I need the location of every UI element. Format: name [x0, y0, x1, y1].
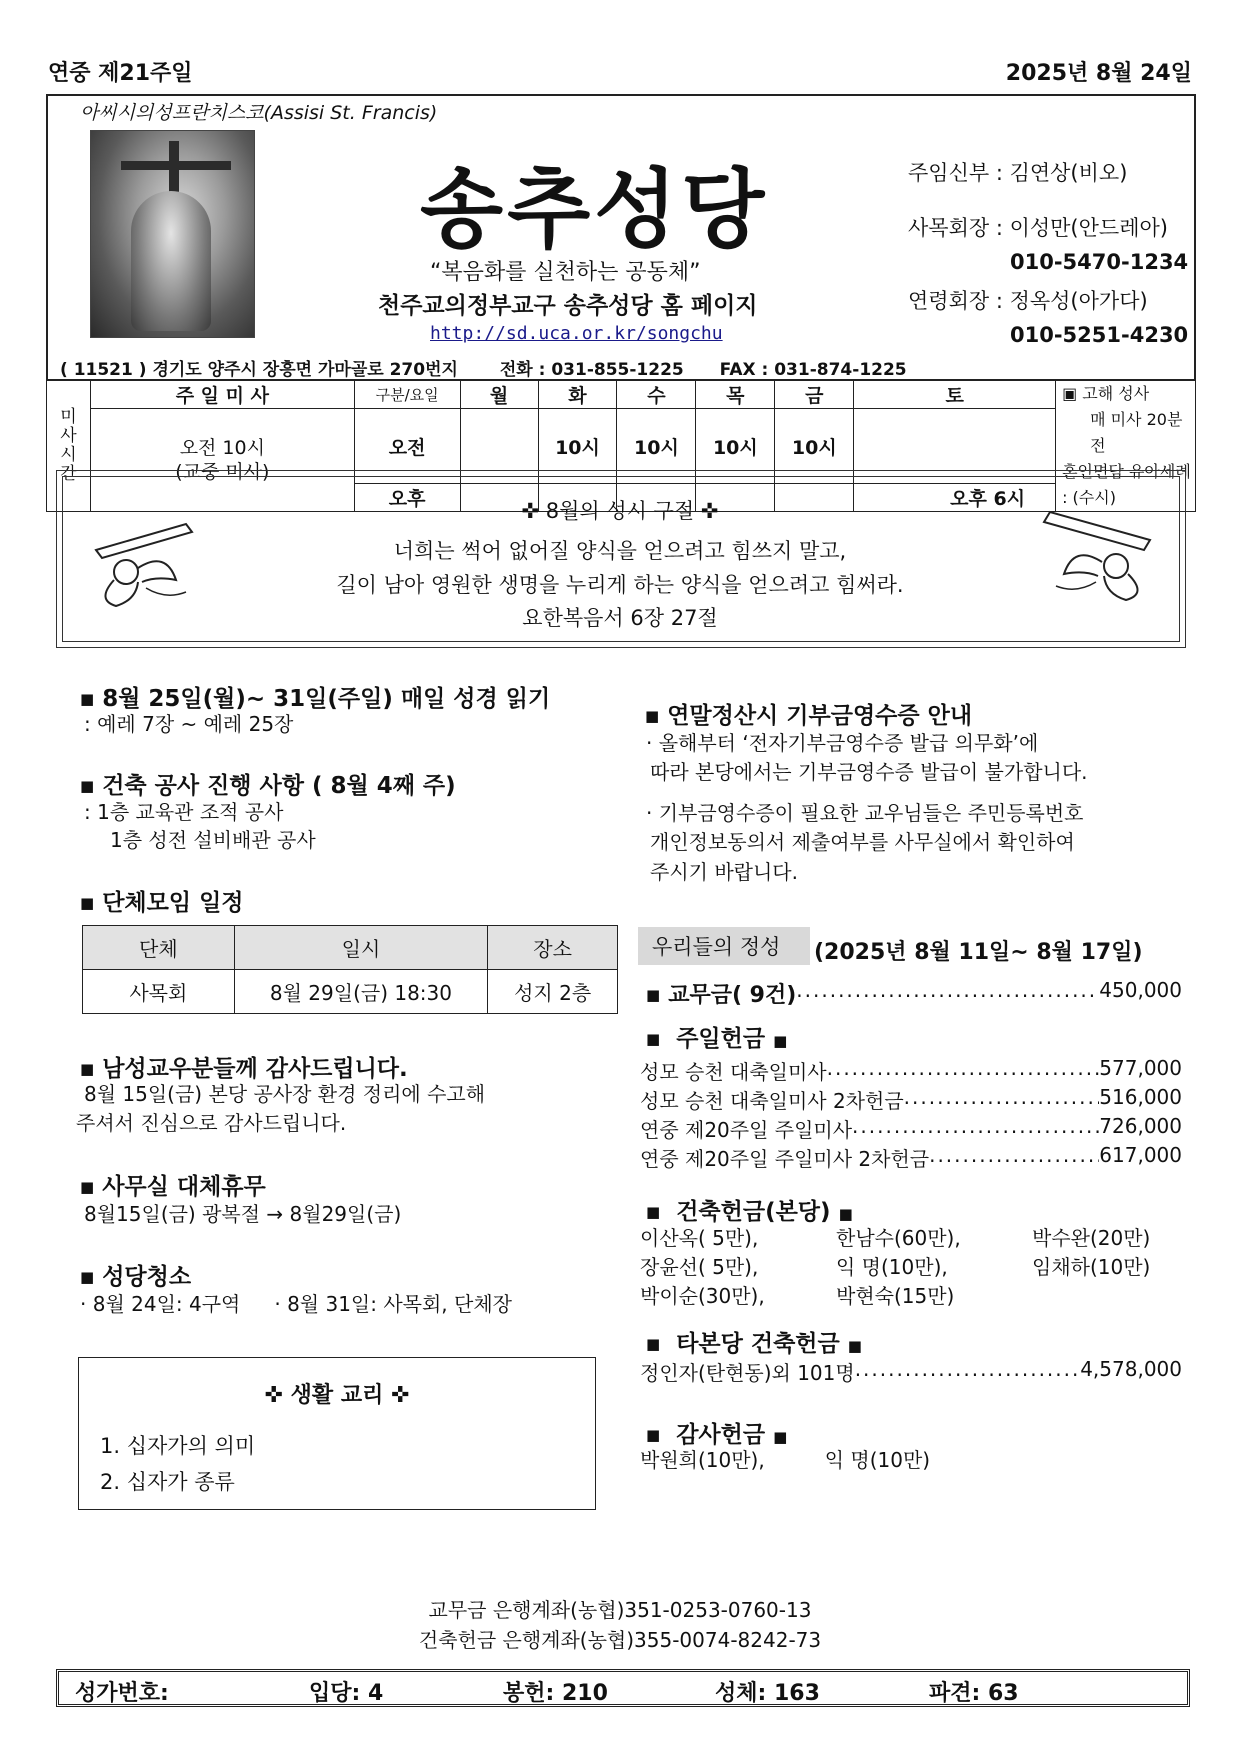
offering-period: (2025년 8월 11일~ 8월 17일)	[814, 940, 1143, 965]
slogan: “복음화를 실천하는 공동체”	[430, 260, 701, 285]
verse-line-1: 너희는 썩어 없어질 양식을 얻으려고 힘쓰지 말고,	[393, 539, 847, 563]
bible-reading-body: : 예레 7장 ~ 예레 25장	[84, 712, 294, 736]
fax: FAX : 031-874-1225	[719, 360, 907, 380]
receipt-p2-line1: · 기부금영수증이 필요한 교우님들은 주민등록번호	[646, 801, 1084, 825]
list-item: 연중 제20주일 주일미사 2차헌금 ..... 617,000	[640, 1143, 1182, 1172]
receipt-p2-line2: 개인정보동의서 제출여부를 사무실에서 확인하여	[650, 830, 1075, 854]
bank-diocese: 교무금 은행계좌(농협)351-0253-0760-13	[428, 1598, 812, 1622]
am-label: 오전	[354, 409, 460, 484]
day-mon: 월	[460, 381, 538, 409]
office-holiday-title: ■ 사무실 대체휴무	[80, 1168, 266, 1201]
group-schedule-title: ■ 단체모임 일정	[80, 884, 244, 917]
office-holiday-body: 8월15일(금) 광복절 → 8월29일(금)	[84, 1202, 402, 1226]
council-phone: 010-5470-1234	[1010, 250, 1189, 274]
address	[60, 355, 907, 380]
address-text: ( 11521 ) 경기도 양주시 장흥면 가마골로 270번지	[60, 360, 458, 380]
pm-sat: 오후 6시	[854, 484, 1056, 512]
bulletin-date: 2025년 8월 24일	[1005, 61, 1192, 86]
bank-building: 건축헌금 은행계좌(농협)355-0074-8242-73	[418, 1628, 822, 1652]
building-donors: 이산옥( 5만), 한남수(60만), 박수완(20만) 장윤선( 5만), 익 명(10만), 임채하(10만) 박이순(30만), 박현숙(15만)	[640, 1226, 1151, 1308]
group-col-header: 단체	[83, 926, 235, 970]
receipt-p2-line3: 주시기 바랍니다.	[650, 860, 798, 884]
hymn-label: 성가번호:	[75, 1681, 169, 1706]
am-tue: 10시	[538, 409, 617, 484]
list-item: 성모 승천 대축일미사 2차헌금 ..... 516,000	[640, 1085, 1182, 1114]
list-item: 1. 십자가의 의미	[100, 1434, 256, 1458]
pastor: 주임신부 : 김연상(비오)	[908, 161, 1128, 185]
am-fri: 10시	[775, 409, 854, 484]
parish-title: 송추성당	[420, 160, 769, 260]
confession-info: ▣ 고해 성사 매 미사 20분전 혼인면담 유아세례 : (수시)	[1056, 381, 1196, 512]
flower-icon: ✜	[264, 1383, 283, 1408]
thanks-title: ■ 남성교우분들께 감사드립니다.	[80, 1050, 408, 1083]
bible-reading-title: ■ 8월 25일(월)~ 31일(주일) 매일 성경 읽기	[80, 680, 550, 713]
flower-icon: ✜	[391, 1383, 410, 1408]
thanks-offering-donors: 박원희(10만), 익 명(10만)	[640, 1448, 931, 1472]
group-col-header: 장소	[488, 926, 618, 970]
verse-title: ✜ 8월의 성시 구절 ✜	[521, 499, 719, 523]
pm-label: 오후	[354, 484, 460, 512]
saint-caption: 아씨시의성프란치스코(Assisi St. Francis)	[80, 102, 438, 124]
building-offering-title: ■ 건축헌금(본당) ■	[646, 1193, 853, 1226]
homepage-label: 천주교의정부교구 송추성당 홈 페이지	[378, 293, 758, 319]
sunday-mass-label: 주 일 미 사	[90, 381, 354, 409]
diocese-fee-row: ■ 교무금( 9건) ..... 450,000	[646, 978, 1182, 1009]
list-item: 연중 제20주일 주일미사 ..... 726,000	[640, 1114, 1182, 1143]
construction-line-2: 1층 성전 설비배관 공사	[110, 828, 316, 852]
day-tue: 화	[538, 381, 617, 409]
hymn-numbers-box	[56, 1669, 1190, 1707]
hymn-entrance: 입당: 4	[309, 1681, 384, 1706]
hymn-dismissal: 파견: 63	[929, 1681, 1019, 1706]
cleaning-title: ■ 성당청소	[80, 1258, 191, 1291]
receipt-p1-line2: 따라 본당에서는 기부금영수증 발급이 불가합니다.	[650, 760, 1088, 784]
confession-icon: ▣	[1062, 384, 1078, 403]
am-wed: 10시	[617, 409, 696, 484]
saint-francis-image	[90, 130, 255, 338]
offering-tag: 우리들의 정성	[638, 927, 810, 965]
list-item: 2. 십자가 종류	[100, 1470, 235, 1494]
receipt-p1-line1: · 올해부터 ‘전자기부금영수증 발급 의무화’에	[646, 731, 1039, 755]
list-item: 성모 승천 대축일미사 ..... 577,000	[640, 1056, 1182, 1085]
elder-chair: 연령회장 : 정옥성(아가다)	[908, 289, 1148, 313]
life-doctrine-list	[100, 1428, 255, 1500]
other-parish-row: 정인자(탄현동)외 101명 ..... 4,578,000	[640, 1357, 1182, 1386]
sunday-offering-title: ■ 주일헌금 ■	[646, 1020, 787, 1053]
construction-title: ■ 건축 공사 진행 사항 ( 8월 4째 주)	[80, 767, 456, 800]
hymn-offertory: 봉헌: 210	[503, 1681, 608, 1706]
thanks-offering-title: ■ 감사헌금 ■	[646, 1416, 787, 1449]
flower-icon: ✜	[700, 499, 719, 523]
flower-icon: ✜	[521, 499, 540, 523]
day-sat: 토	[854, 381, 1056, 409]
group-schedule-table	[82, 925, 618, 1014]
homepage-link[interactable]: http://sd.uca.or.kr/songchu	[430, 323, 723, 344]
cleaning-body: · 8월 24일: 4구역 · 8월 31일: 사목회, 단체장	[80, 1292, 512, 1316]
sunday-mass-time: 오전 10시 (교중 미사)	[90, 409, 354, 512]
verse-line-2: 길이 남아 영원한 생명을 누리게 하는 양식을 얻으려고 힘써라.	[336, 573, 904, 597]
hymn-communion: 성체: 163	[715, 1681, 820, 1706]
life-doctrine-title: ✜ 생활 교리 ✜	[264, 1383, 410, 1408]
table-row: 사목회 8월 29일(금) 18:30 성지 2층	[83, 970, 618, 1014]
mass-col-header: 구분/요일	[354, 381, 460, 409]
day-fri: 금	[775, 381, 854, 409]
council-chair: 사목회장 : 이성만(안드레아)	[908, 216, 1168, 240]
mass-side-label: 미 사 시 간	[47, 381, 91, 512]
construction-line-1: : 1층 교육관 조적 공사	[84, 800, 284, 824]
thanks-line-2: 주셔서 진심으로 감사드립니다.	[76, 1111, 347, 1135]
thanks-line-1: 8월 15일(금) 본당 공사장 환경 정리에 수고해	[84, 1082, 486, 1106]
other-parish-title: ■ 타본당 건축헌금 ■	[646, 1325, 862, 1358]
receipt-title: ■ 연말정산시 기부금영수증 안내	[645, 697, 972, 730]
group-col-header: 일시	[234, 926, 488, 970]
liturgical-week: 연중 제21주일	[48, 61, 193, 86]
tel: 전화 : 031-855-1225	[499, 360, 684, 380]
verse-source: 요한복음서 6장 27절	[522, 606, 718, 630]
elder-phone: 010-5251-4230	[1010, 323, 1189, 347]
day-wed: 수	[617, 381, 696, 409]
am-thu: 10시	[696, 409, 775, 484]
day-thu: 목	[696, 381, 775, 409]
